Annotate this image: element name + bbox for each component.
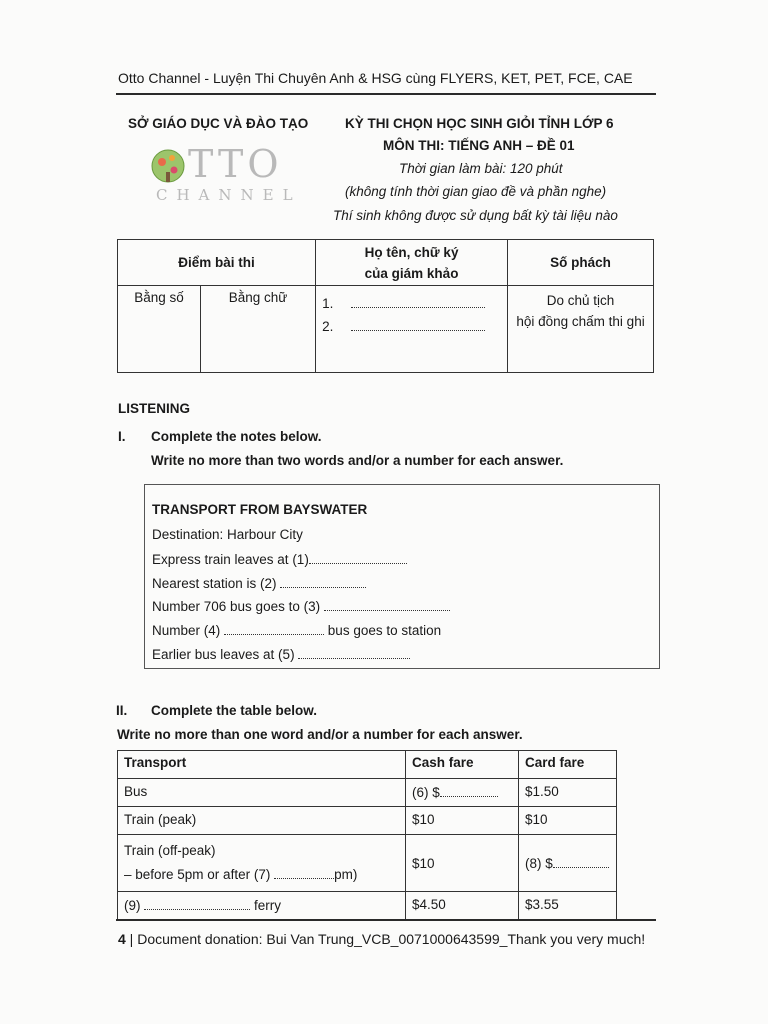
signature-line-2[interactable]: 2. [322,315,507,338]
cell-card: $10 [519,807,617,835]
header-transport: Transport [118,751,406,779]
serial-note-line1: Do chủ tịch [546,293,615,308]
answer-blank-6[interactable] [440,784,498,797]
cell-transport: Bus [118,779,406,807]
transport-offpeak-detail: – before 5pm or after (7) pm) [124,867,358,882]
answer-blank-9[interactable] [144,897,250,910]
cell-transport: Train (peak) [118,807,406,835]
examiner-signatures [316,286,508,373]
otto-channel-logo [150,142,302,206]
listening-heading: LISTENING [118,401,191,416]
header-rule [116,93,656,95]
score-by-words: Bằng chữ [201,286,316,373]
logo-text-top: TTO [188,142,283,186]
exam-rule: Thí sinh không được sử dụng bất kỳ tài liệu nào [333,208,618,223]
note-express-train: Express train leaves at (1) [152,551,407,567]
footer-rule [116,919,656,921]
note-destination: Destination: Harbour City [152,527,303,542]
part1-sub-instruction: Write no more than two words and/or a number for each answer. [151,453,564,468]
signature-line-1[interactable]: 1. [322,292,507,315]
score-by-number: Bằng số [118,286,201,373]
cell-cash: $10 [406,807,519,835]
transport-offpeak-label: Train (off-peak) [124,843,216,858]
part1-number: I. [118,429,126,444]
examiner-header-line1: Họ tên, chữ ký [364,244,459,260]
score-table [117,239,654,373]
part2-number: II. [116,703,128,718]
part2-sub-instruction: Write no more than one word and/or a number for each answer. [117,727,523,742]
cell-transport: (9) ferry [118,892,406,920]
cell-card: (8) $ [519,835,617,892]
part2-instruction: Complete the table below. [151,703,318,718]
footer-text: | Document donation: Bui Van Trung_VCB_0071000643599_Thank you very much! [125,931,646,947]
page-footer [118,931,645,947]
answer-blank-2[interactable] [280,575,366,588]
answer-blank-7[interactable] [274,866,334,879]
answer-blank-8[interactable] [553,855,609,868]
page-header: Otto Channel - Luyện Thi Chuyên Anh & HSG cùng FLYERS, KET, PET, FCE, CAE [118,70,633,86]
header-cash-fare: Cash fare [406,751,519,779]
cell-cash: $10 [406,835,519,892]
table-row [118,892,617,920]
cell-transport [118,835,406,892]
table-row [118,835,617,892]
notes-box [144,484,660,669]
answer-blank-3[interactable] [324,598,450,611]
serial-note [508,286,654,373]
note-nearest-station: Nearest station is (2) [152,575,366,591]
score-header: Điểm bài thi [118,240,316,286]
serial-note-line2: hội đồng chấm thi ghi [516,314,645,329]
exam-subject: MÔN THI: TIẾNG ANH – ĐỀ 01 [383,138,575,153]
note-bus-number: Number (4) bus goes to station [152,623,442,638]
answer-blank-1[interactable] [309,551,407,564]
table-row [118,779,617,807]
serial-header: Số phách [508,240,654,286]
cell-cash: (6) $ [406,779,519,807]
answer-blank-4[interactable] [224,622,324,635]
cell-card: $3.55 [519,892,617,920]
exam-title: KỲ THI CHỌN HỌC SINH GIỎI TỈNH LỚP 6 [345,116,614,131]
logo-text-bottom: CHANNEL [156,186,302,204]
note-bus-706: Number 706 bus goes to (3) [152,598,450,614]
examiner-header [316,240,508,286]
department-name: SỞ GIÁO DỤC VÀ ĐÀO TẠO [128,116,309,131]
exam-time: Thời gian làm bài: 120 phút [399,161,563,176]
exam-note: (không tính thời gian giao đề và phần nghe) [345,184,607,199]
header-card-fare: Card fare [519,751,617,779]
notes-title: TRANSPORT FROM BAYSWATER [152,502,368,517]
answer-blank-5[interactable] [298,646,410,659]
examiner-header-line2: của giám khảo [364,265,459,281]
cell-cash: $4.50 [406,892,519,920]
table-row [118,807,617,835]
cell-card: $1.50 [519,779,617,807]
note-earlier-bus: Earlier bus leaves at (5) [152,646,410,662]
part1-instruction: Complete the notes below. [151,429,322,444]
page-number: 4 [118,931,126,947]
fare-table [117,750,617,920]
